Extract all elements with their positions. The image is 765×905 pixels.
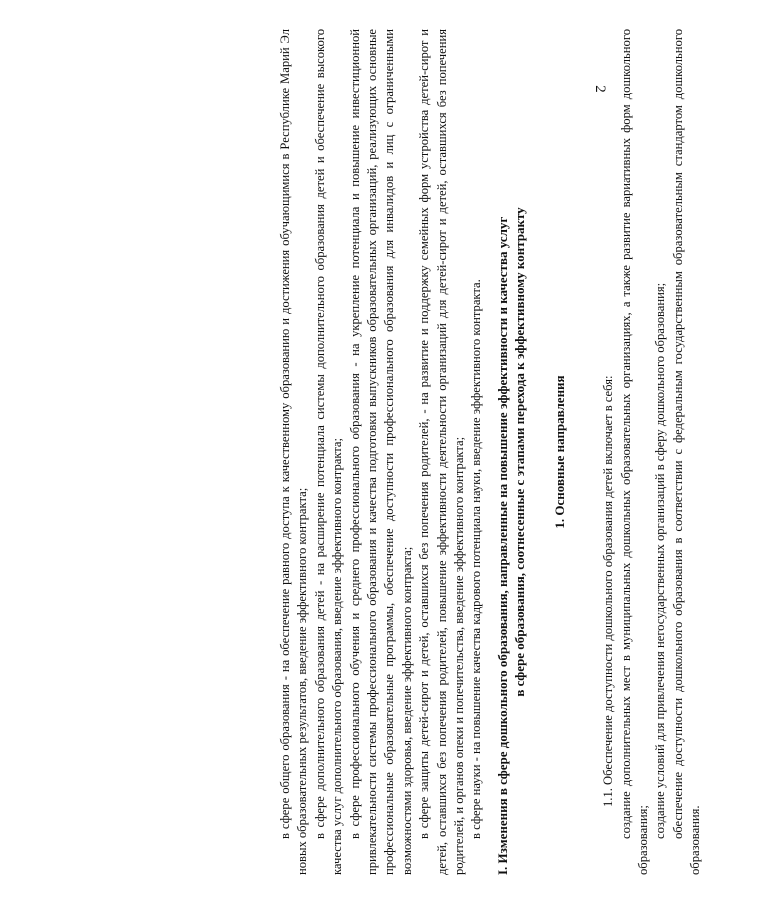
paragraph-professional-education: в сфере профессионального обучения и среднего профессионального образования - на укрепление потенциала и повышение инвестиционной привлекательности системы профессионального образования и качества подготовки выпускников образовательных организаций, реализующих основные профессиональные образовательные программы, обеспечение доступности профессионального образования для инвалидов и лиц с ограниченными возможностями здоровья, введение эффективного контракта; (347, 29, 414, 875)
paragraph-additional-education: в сфере дополнительного образования детей - на расширение потенциала системы дополнительного образования детей и обеспечение высокого качества услуг дополнительного образования, введение эффективного контракта; (312, 29, 345, 875)
spacer (588, 29, 600, 875)
chapter-heading-line-2: в сфере образования, соотнесенные с этапами перехода к эффективному контракту (512, 207, 528, 697)
page-number: 2 (592, 85, 608, 93)
section-title: 1. Основные направления (551, 375, 567, 529)
subsection-item-standard-accessibility: обеспечение доступности дошкольного образования в соответствии с федеральным государственным образовательным стандартом дошкольного образования. (670, 29, 703, 875)
subsection-1-1 (600, 29, 704, 875)
paragraph-orphans-protection: в сфере защиты детей-сирот и детей, оставшихся без попечения родителей, - на развитие и поддержку семейных форм устройства детей-сирот и детей, оставшихся без попечения родителей, повышение эффективности деятельности организаций для детей-сирот и детей, оставшихся без попечения родителей, и органов опеки и попечительства, введение эффективного контракта; (417, 29, 467, 875)
document-body (245, 7, 765, 897)
chapter-heading (494, 29, 529, 875)
paragraph-general-education: в сфере общего образования - на обеспечение равного доступа к качественному образованию и достижения обучающимися в Республике Марий Эл новых образовательных результатов, введение эффективного контракта; (278, 29, 310, 875)
subsection-item-non-state-organizations: создание условий для привлечения негосударственных организаций в сферу дошкольного образования; (653, 282, 668, 839)
subsection-1-1-intro: 1.1. Обеспечение доступности дошкольного образования детей включает в себя: (601, 375, 616, 807)
chapter-heading-line-1: I. Изменения в сфере дошкольного образования, направленные на повышение эффективности и качества услуг (494, 216, 510, 875)
intro-paragraphs (277, 29, 486, 875)
paragraph-science: в сфере науки - на повышение качества кадрового потенциала науки, введение эффективного контракта. (469, 279, 484, 839)
subsection-item-additional-places: создание дополнительных мест в муниципальных дошкольных образовательных организациях, а также развитие вариативных форм дошкольного образования; (618, 29, 650, 875)
